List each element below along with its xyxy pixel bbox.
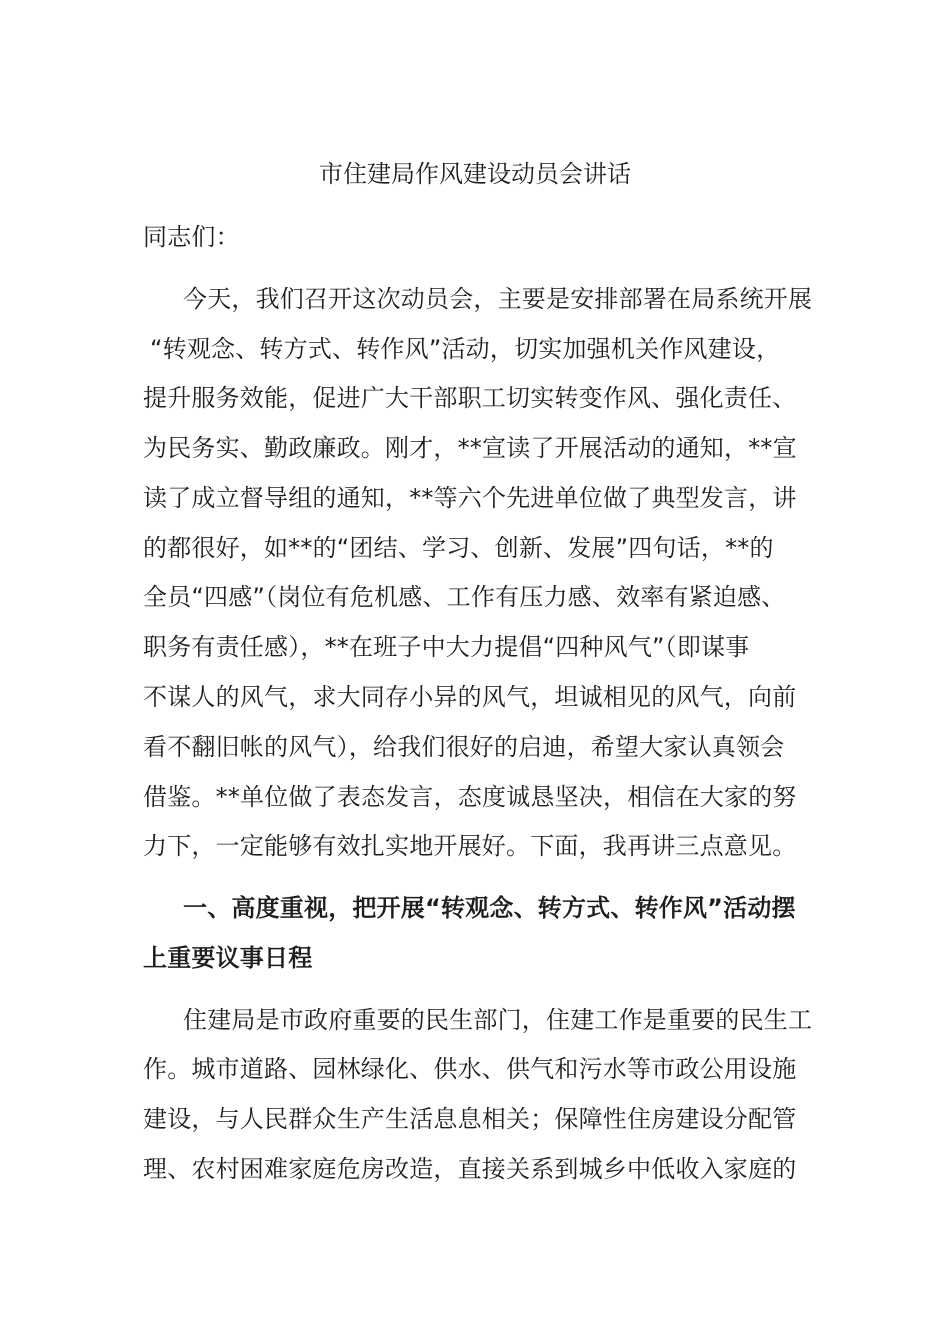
paragraph-line: 作。城市道路、园林绿化、供水、供气和污水等市政公用设施 (143, 1055, 797, 1083)
paragraph-line: 住建局是市政府重要的民生部门，住建工作是重要的民生工 (183, 1006, 813, 1034)
paragraph-line: 读了成立督导组的通知，**等六个先进单位做了典型发言，讲 (143, 484, 797, 512)
paragraph-line: “转观念、转方式、转作风”活动，切实加强机关作风建设， (150, 335, 781, 363)
document-title: 市住建局作风建设动员会讲话 (319, 160, 631, 188)
salutation: 同志们： (143, 223, 240, 251)
paragraph-line: 理、农村困难家庭危房改造，直接关系到城乡中低收入家庭的 (143, 1155, 797, 1183)
paragraph-line: 的都很好，如**的“团结、学习、创新、发展”四句话，**的 (143, 534, 774, 562)
paragraph-line: 力下，一定能够有效扎实地开展好。下面，我再讲三点意见。 (143, 832, 797, 860)
paragraph-line: 不谋人的风气，求大同存小异的风气，坦诚相见的风气，向前 (143, 683, 797, 711)
paragraph-line: 借鉴。**单位做了表态发言，态度诚恳坚决，相信在大家的努 (143, 783, 797, 811)
paragraph-line: 为民务实、勤政廉政。刚才，**宣读了开展活动的通知，**宣 (143, 434, 797, 462)
paragraph-line: 全员“四感”（岗位有危机感、工作有压力感、效率有紧迫感、 (143, 583, 786, 611)
paragraph-line: 提升服务效能，促进广大干部职工切实转变作风、强化责任、 (143, 384, 797, 412)
paragraph-line: 今天，我们召开这次动员会，主要是安排部署在局系统开展 (183, 285, 813, 313)
paragraph-line: 职务有责任感），**在班子中大力提倡“四种风气”（即谋事 (143, 633, 750, 661)
paragraph-line: 建设，与人民群众生产生活息息相关；保障性住房建设分配管 (143, 1105, 797, 1133)
paragraph-line: 看不翻旧帐的风气），给我们很好的启迪，希望大家认真领会 (143, 733, 785, 761)
section-heading-line: 上重要议事日程 (143, 944, 313, 972)
section-heading-line: 一、高度重视，把开展“转观念、转方式、转作风”活动摆 (183, 894, 796, 922)
